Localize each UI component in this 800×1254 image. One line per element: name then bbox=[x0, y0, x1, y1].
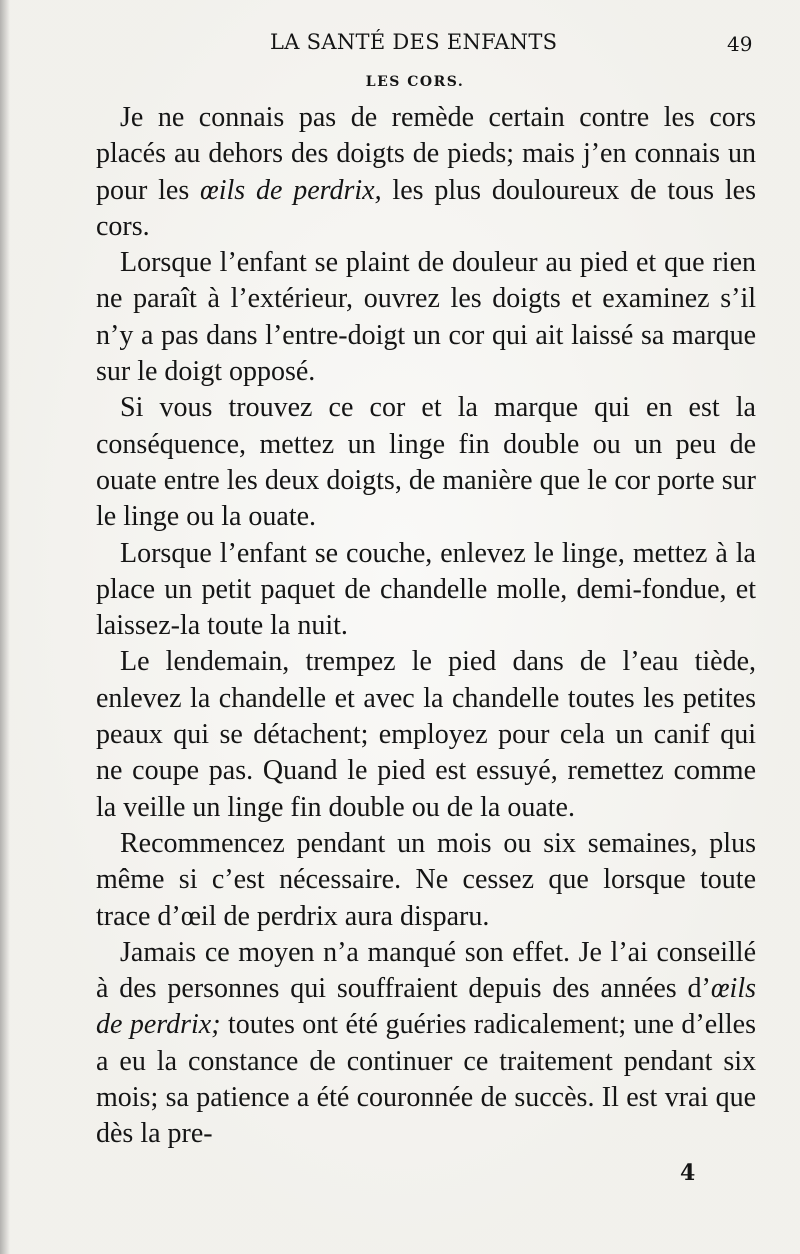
paragraph bbox=[96, 935, 756, 1153]
body-text bbox=[96, 100, 756, 1153]
paragraph bbox=[96, 644, 756, 825]
text-segment: les plus douloureux de tous les cors. bbox=[96, 174, 756, 242]
page-header bbox=[0, 28, 800, 58]
text-segment: Recommencez pendant un mois ou six semaines, plus même si c’est nécessaire. Ne cessez que lorsque toute trace d’œil de perdrix aura disparu. bbox=[96, 827, 756, 932]
page-binding-shadow bbox=[0, 0, 10, 1254]
paragraph bbox=[96, 536, 756, 645]
page-number: 49 bbox=[727, 32, 753, 56]
paragraph bbox=[96, 100, 756, 245]
text-segment: Lorsque l’enfant se couche, enlevez le linge, mettez à la place un petit paquet de chandelle molle, demi-fondue, et laissez-la toute la nuit. bbox=[96, 537, 756, 642]
text-segment: toutes ont été guéries radicalement; une d’elles a eu la constance de continuer ce traitement pendant six mois; sa patience a été couronnée de succès. Il est vrai que dès la pre- bbox=[96, 1009, 757, 1150]
paragraph bbox=[96, 390, 756, 535]
text-segment: Jamais ce moyen n’a manqué son effet. Je l’ai conseillé à des personnes qui souffraient depuis des années d’ bbox=[96, 936, 756, 1005]
text-segment: Lorsque l’enfant se plaint de douleur au pied et que rien ne paraît à l’extérieur, ouvrez les doigts et examinez s’il n’y a pas dans l’entre-doigt un cor qui ait laissé sa marque sur le doigt opposé. bbox=[96, 247, 756, 388]
signature-mark: 4 bbox=[680, 1160, 696, 1186]
text-segment: Je ne connais pas de remède certain contre les cors placés au dehors des doigts de pieds; mais j’en connais un pour les bbox=[96, 102, 756, 206]
italic-text: œils de perdrix, bbox=[200, 174, 382, 206]
paragraph bbox=[96, 826, 756, 935]
text-segment: Le lendemain, trempez le pied dans de l’eau tiède, enlevez la chandelle et avec la chandelle toutes les petites peaux qui se détachent; employez pour cela un canif qui ne coupe pas. Quand le pied est essuyé, remettez comme la veille un linge fin double ou de la ouate. bbox=[96, 646, 756, 823]
running-title: LA SANTÉ DES ENFANTS bbox=[270, 30, 558, 54]
italic-text: œils de perdrix; bbox=[96, 973, 756, 1041]
text-segment: Si vous trouvez ce cor et la marque qui en est la conséquence, mettez un linge fin double ou un peu de ouate entre les deux doigts, de manière que le cor porte sur le linge ou la ouate. bbox=[96, 392, 756, 533]
section-title: LES CORS. bbox=[365, 74, 465, 90]
paragraph bbox=[96, 245, 756, 390]
